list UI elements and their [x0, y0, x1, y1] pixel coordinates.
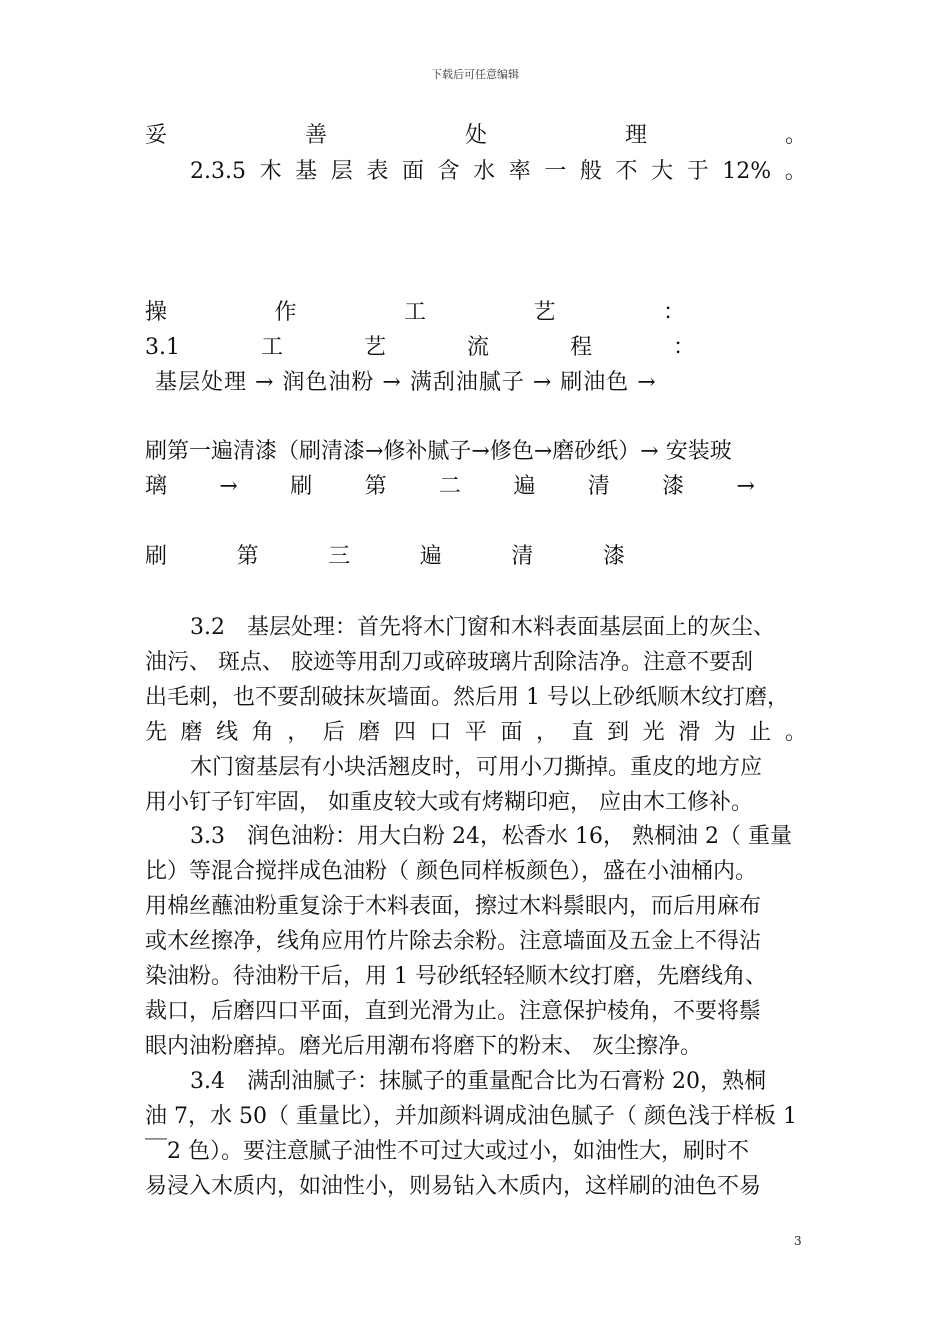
text-segment: 滑 [678, 720, 701, 745]
line-3 [145, 298, 685, 328]
text-segment: 刷 [145, 544, 168, 569]
line-25: 易浸入木质内，如油性小，则易钻入木质内，这样刷的油色不易 [145, 1174, 762, 1199]
text-segment: 先 [145, 720, 168, 745]
text-segment: 为 [713, 720, 736, 745]
text-segment: 基 [295, 159, 318, 184]
text-segment: 。 [784, 159, 807, 184]
line-10: 油污、 斑点、 胶迹等用刮刀或碎玻璃片刮除洁净。注意不要刮 [145, 650, 753, 675]
line-17: 用棉丝蘸油粉重复涂于木料表面，擦过木料鬃眼内，而后用麻布 [145, 894, 762, 919]
text-segment: 漆 [602, 544, 625, 569]
line-16: 比）等混合搅拌成色油粉（ 颜色同样板颜色），盛在小油桶内。 [145, 859, 757, 884]
text-segment: 率 [508, 159, 531, 184]
text-segment: 止 [749, 720, 772, 745]
text-segment: 第 [236, 544, 259, 569]
text-segment: 二 [438, 474, 461, 499]
text-segment: 大 [651, 159, 674, 184]
text-segment: 到 [607, 720, 630, 745]
line-9: 3.2 基层处理：首先将木门窗和木料表面基层面上的灰尘、 [190, 615, 775, 640]
line-18: 或木丝擦净，线角应用竹片除去余粉。注意墙面及五金上不得沾 [145, 929, 762, 954]
text-segment: 水 [473, 159, 496, 184]
text-segment: 善 [304, 123, 327, 148]
text-segment: 磨 [180, 720, 203, 745]
text-segment: 清 [587, 474, 610, 499]
text-segment: 。 [784, 720, 807, 745]
text-segment: 口 [429, 720, 452, 745]
line-8 [145, 542, 625, 572]
text-segment: 流 [466, 335, 489, 360]
text-segment: ： [662, 300, 685, 325]
text-segment: 光 [642, 720, 665, 745]
text-segment: 12% [722, 159, 772, 184]
text-segment: 木 [259, 159, 282, 184]
text-segment: 层 [330, 159, 353, 184]
text-segment: 遍 [513, 474, 536, 499]
line-7 [145, 472, 755, 502]
text-segment: 3.1 [145, 335, 180, 360]
text-segment: 般 [579, 159, 602, 184]
line-22: 3.4 满刮油腻子：抹腻子的重量配合比为石膏粉 20，熟桐 [190, 1069, 766, 1094]
line-24: ￣2 色）。要注意腻子油性不可过大或过小，如油性大，刷时不 [145, 1139, 749, 1164]
text-segment: 平 [464, 720, 487, 745]
text-segment: 线 [216, 720, 239, 745]
text-segment: ： [672, 335, 695, 360]
line-5: 基层处理 → 润色油粉 → 满刮油腻子 → 刷油色 → [155, 370, 657, 395]
line-13: 木门窗基层有小块活翘皮时，可用小刀撕掉。重皮的地方应 [190, 755, 763, 780]
text-segment: 三 [328, 544, 351, 569]
text-segment: 艺 [363, 335, 386, 360]
text-segment: 面 [500, 720, 523, 745]
text-segment: 角 [251, 720, 274, 745]
text-segment: 理 [624, 123, 647, 148]
text-segment: 遍 [419, 544, 442, 569]
line-11: 出毛刺，也不要刮破抹灰墙面。然后用 1 号以上砂纸顺木纹打磨， [145, 685, 789, 710]
text-segment: 妥 [145, 123, 168, 148]
text-segment: 刷 [290, 474, 313, 499]
line-15: 3.3 润色油粉：用大白粉 24，松香水 16， 熟桐油 2（ 重量 [190, 824, 792, 849]
text-segment: 直 [571, 720, 594, 745]
text-segment: 处 [464, 123, 487, 148]
text-segment: 后 [322, 720, 345, 745]
line-12 [145, 718, 807, 748]
text-segment: ， [536, 720, 559, 745]
text-segment: 操 [145, 300, 168, 325]
text-segment: 清 [511, 544, 534, 569]
line-23: 油 7，水 50（ 重量比），并加颜料调成油色腻子（ 颜色浅于样板 1 [145, 1104, 797, 1129]
text-segment: 艺 [533, 300, 556, 325]
text-segment: 工 [260, 335, 283, 360]
line-19: 染油粉。待油粉干后，用 1 号砂纸轻轻顺木纹打磨，先磨线角、 [145, 964, 767, 989]
text-segment: 2.3.5 [190, 159, 246, 184]
text-segment: 磨 [358, 720, 381, 745]
text-segment: 表 [366, 159, 389, 184]
text-segment: 工 [403, 300, 426, 325]
text-segment: → [219, 474, 238, 499]
text-segment: 程 [569, 335, 592, 360]
text-segment: 。 [784, 123, 807, 148]
text-segment: 含 [437, 159, 460, 184]
text-segment: 第 [364, 474, 387, 499]
text-segment: → [736, 474, 755, 499]
text-segment: 四 [393, 720, 416, 745]
page-number: 3 [794, 1234, 802, 1248]
text-segment: 不 [615, 159, 638, 184]
text-segment: ， [287, 720, 310, 745]
text-segment: 作 [274, 300, 297, 325]
text-segment: 一 [544, 159, 567, 184]
line-21: 眼内油粉磨掉。磨光后用潮布将磨下的粉末、 灰尘擦净。 [145, 1034, 702, 1059]
line-4 [145, 333, 695, 363]
line-20: 裁口，后磨四口平面，直到光滑为止。注意保护棱角，不要将鬃 [145, 999, 762, 1024]
text-segment: 于 [686, 159, 709, 184]
text-segment: 面 [401, 159, 424, 184]
text-segment: 璃 [145, 474, 168, 499]
line-2 [190, 157, 807, 187]
page-header: 下载后可任意编辑 [431, 68, 519, 81]
line-6: 刷第一遍清漆（刷清漆→修补腻子→修色→磨砂纸）→ 安装玻 [145, 439, 732, 464]
text-segment: 漆 [662, 474, 685, 499]
line-14: 用小钉子钉牢固， 如重皮较大或有烤糊印疤， 应由木工修补。 [145, 790, 753, 815]
line-1 [145, 121, 807, 151]
